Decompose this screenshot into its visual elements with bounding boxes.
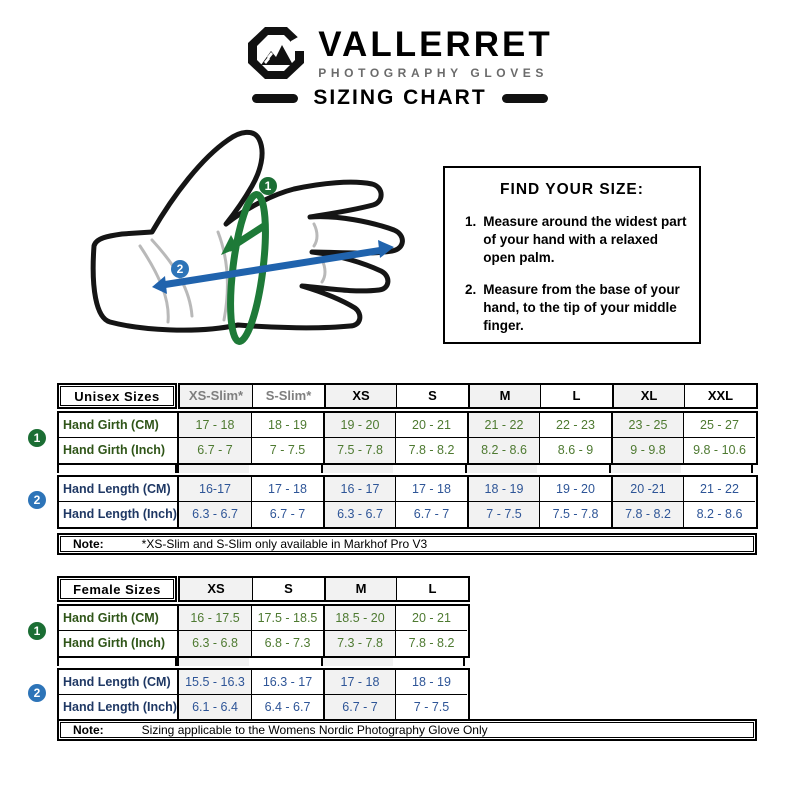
row-label: Hand Length (CM) bbox=[59, 670, 179, 695]
size-value-cell: 7.8 - 8.2 bbox=[395, 438, 467, 463]
size-value-cell: 19 - 20 bbox=[539, 477, 611, 502]
size-value-cell: 17 - 18 bbox=[251, 477, 323, 502]
size-value-cell: 7 - 7.5 bbox=[467, 502, 539, 527]
find-your-size-title: FIND YOUR SIZE: bbox=[500, 181, 644, 198]
table-spacer-row bbox=[57, 465, 758, 473]
size-value-cell: 16 - 17.5 bbox=[179, 606, 251, 631]
size-value-cell: 6.3 - 6.7 bbox=[179, 502, 251, 527]
spacer-cell bbox=[393, 465, 465, 473]
column-header: XL bbox=[612, 385, 684, 407]
size-value-cell: 20 - 21 bbox=[395, 606, 467, 631]
unisex-length-marker: 2 bbox=[28, 491, 46, 509]
spacer-cell bbox=[321, 465, 393, 473]
size-value-cell: 6.3 - 6.7 bbox=[323, 502, 395, 527]
size-value-cell: 7.8 - 8.2 bbox=[395, 631, 467, 656]
title-dash-left bbox=[252, 94, 298, 103]
size-value-cell: 6.7 - 7 bbox=[323, 695, 395, 720]
length-band bbox=[57, 475, 758, 529]
column-header: L bbox=[540, 385, 612, 407]
row-label: Hand Length (CM) bbox=[59, 477, 179, 502]
brand-text bbox=[318, 24, 553, 80]
instruction-step-text: Measure around the widest part of your hand with a relaxed open palm. bbox=[483, 214, 687, 265]
length-band bbox=[57, 668, 470, 722]
title-dash-right bbox=[502, 94, 548, 103]
size-value-cell: 7.8 - 8.2 bbox=[611, 502, 683, 527]
size-value-cell: 18.5 - 20 bbox=[323, 606, 395, 631]
size-value-cell: 7.5 - 7.8 bbox=[323, 438, 395, 463]
size-value-cell: 6.1 - 6.4 bbox=[179, 695, 251, 720]
size-value-cell: 6.7 - 7 bbox=[179, 438, 251, 463]
column-header: S bbox=[396, 385, 468, 407]
column-header: L bbox=[396, 578, 468, 600]
spacer-cell bbox=[393, 658, 465, 666]
hand-illustration bbox=[78, 128, 423, 376]
hand-measurement-diagram bbox=[78, 128, 423, 376]
spacer-cell bbox=[177, 658, 249, 666]
spacer-cell bbox=[321, 658, 393, 666]
column-header: XS-Slim* bbox=[180, 385, 252, 407]
unisex-size-table bbox=[57, 383, 758, 529]
instruction-step-number: 2. bbox=[465, 282, 477, 298]
spacer-cell bbox=[177, 465, 249, 473]
size-value-cell: 17 - 18 bbox=[179, 413, 251, 438]
table-title: Unisex Sizes bbox=[60, 386, 174, 406]
size-value-cell: 8.2 - 8.6 bbox=[467, 438, 539, 463]
size-value-cell: 16-17 bbox=[179, 477, 251, 502]
size-value-cell: 20 -21 bbox=[611, 477, 683, 502]
brand-name: VALLERRET bbox=[318, 24, 553, 64]
size-value-cell: 17 - 18 bbox=[323, 670, 395, 695]
female-length-marker: 2 bbox=[28, 684, 46, 702]
size-value-cell: 17.5 - 18.5 bbox=[251, 606, 323, 631]
size-value-cell: 7.3 - 7.8 bbox=[323, 631, 395, 656]
size-value-cell: 16.3 - 17 bbox=[251, 670, 323, 695]
size-value-cell: 9.8 - 10.6 bbox=[683, 438, 755, 463]
size-value-cell: 18 - 19 bbox=[395, 670, 467, 695]
spacer-label-cell bbox=[57, 658, 177, 666]
girth-band bbox=[57, 604, 470, 658]
column-header: S-Slim* bbox=[252, 385, 324, 407]
table-header-row bbox=[57, 383, 758, 409]
column-header: M bbox=[324, 578, 396, 600]
size-value-cell: 8.2 - 8.6 bbox=[683, 502, 755, 527]
size-value-cell: 18 - 19 bbox=[251, 413, 323, 438]
size-value-cell: 6.7 - 7 bbox=[395, 502, 467, 527]
row-label: Hand Girth (Inch) bbox=[59, 438, 179, 463]
brand-header bbox=[0, 26, 800, 80]
instruction-step bbox=[465, 281, 689, 334]
size-value-cell: 20 - 21 bbox=[395, 413, 467, 438]
vallerret-logo-icon bbox=[247, 26, 305, 80]
size-value-cell: 22 - 23 bbox=[539, 413, 611, 438]
column-header-band bbox=[178, 576, 470, 602]
column-header: M bbox=[468, 385, 540, 407]
size-value-cell: 6.3 - 6.8 bbox=[179, 631, 251, 656]
female-girth-marker: 1 bbox=[28, 622, 46, 640]
note-label: Note: bbox=[73, 537, 104, 551]
column-header: XS bbox=[180, 578, 252, 600]
female-note-box bbox=[57, 719, 757, 741]
diagram-marker-length: 2 bbox=[171, 260, 189, 278]
size-value-cell: 17 - 18 bbox=[395, 477, 467, 502]
size-value-cell: 6.4 - 6.7 bbox=[251, 695, 323, 720]
spacer-cell bbox=[609, 465, 681, 473]
row-label: Hand Girth (CM) bbox=[59, 606, 179, 631]
size-value-cell: 19 - 20 bbox=[323, 413, 395, 438]
table-spacer-row bbox=[57, 658, 470, 666]
brand-tagline: PHOTOGRAPHY GLOVES bbox=[318, 65, 549, 80]
size-value-cell: 7 - 7.5 bbox=[395, 695, 467, 720]
row-label: Hand Length (Inch) bbox=[59, 695, 179, 720]
size-value-cell: 8.6 - 9 bbox=[539, 438, 611, 463]
table-title-box bbox=[57, 383, 177, 409]
page-title: SIZING CHART bbox=[313, 86, 487, 109]
unisex-girth-marker: 1 bbox=[28, 429, 46, 447]
table-title-box bbox=[57, 576, 177, 602]
size-value-cell: 21 - 22 bbox=[683, 477, 755, 502]
unisex-note-box bbox=[57, 533, 757, 555]
size-value-cell: 15.5 - 16.3 bbox=[179, 670, 251, 695]
table-title: Female Sizes bbox=[60, 579, 174, 599]
note-text: Sizing applicable to the Womens Nordic Photography Glove Only bbox=[141, 723, 488, 737]
row-label: Hand Girth (Inch) bbox=[59, 631, 179, 656]
table-header-row bbox=[57, 576, 470, 602]
female-size-table bbox=[57, 576, 470, 722]
size-value-cell: 25 - 27 bbox=[683, 413, 755, 438]
find-your-size-box bbox=[443, 166, 701, 344]
spacer-cell bbox=[537, 465, 609, 473]
female-note bbox=[60, 722, 754, 738]
size-value-cell: 21 - 22 bbox=[467, 413, 539, 438]
spacer-cell bbox=[681, 465, 753, 473]
page-title-row bbox=[0, 86, 800, 110]
size-value-cell: 7.5 - 7.8 bbox=[539, 502, 611, 527]
row-label: Hand Length (Inch) bbox=[59, 502, 179, 527]
girth-band bbox=[57, 411, 758, 465]
instruction-step-text: Measure from the base of your hand, to the tip of your middle finger. bbox=[483, 282, 680, 334]
column-header: XS bbox=[324, 385, 396, 407]
size-value-cell: 7 - 7.5 bbox=[251, 438, 323, 463]
size-value-cell: 6.8 - 7.3 bbox=[251, 631, 323, 656]
size-value-cell: 18 - 19 bbox=[467, 477, 539, 502]
spacer-cell bbox=[249, 658, 321, 666]
size-value-cell: 6.7 - 7 bbox=[251, 502, 323, 527]
note-label: Note: bbox=[73, 723, 104, 737]
column-header: S bbox=[252, 578, 324, 600]
row-label: Hand Girth (CM) bbox=[59, 413, 179, 438]
note-text: *XS-Slim and S-Slim only available in Markhof Pro V3 bbox=[141, 537, 428, 551]
instruction-step bbox=[465, 213, 689, 266]
spacer-cell bbox=[249, 465, 321, 473]
instruction-list bbox=[445, 213, 699, 335]
unisex-note bbox=[60, 536, 754, 552]
size-value-cell: 23 - 25 bbox=[611, 413, 683, 438]
size-value-cell: 16 - 17 bbox=[323, 477, 395, 502]
size-value-cell: 9 - 9.8 bbox=[611, 438, 683, 463]
spacer-label-cell bbox=[57, 465, 177, 473]
spacer-cell bbox=[465, 465, 537, 473]
diagram-marker-girth: 1 bbox=[259, 177, 277, 195]
column-header-band bbox=[178, 383, 758, 409]
instruction-step-number: 1. bbox=[465, 214, 477, 229]
column-header: XXL bbox=[684, 385, 756, 407]
